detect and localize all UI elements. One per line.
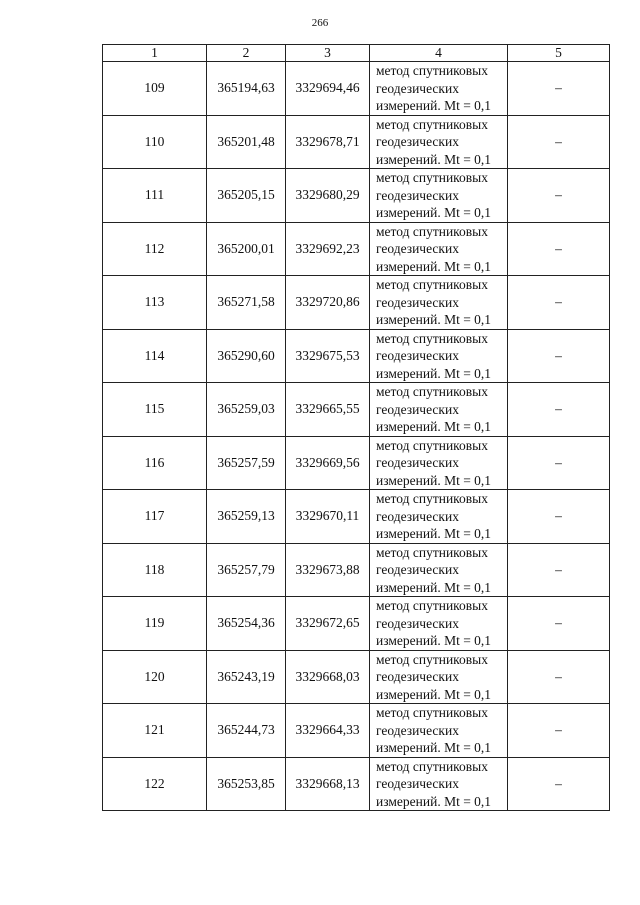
method-line: метод спутниковых (376, 598, 488, 613)
note-cell: – (508, 276, 610, 330)
point-number-cell: 116 (103, 436, 207, 490)
x-coordinate-cell: 365259,13 (207, 490, 286, 544)
method-cell (370, 704, 508, 758)
method-cell (370, 650, 508, 704)
point-number-cell: 110 (103, 115, 207, 169)
method-line: геодезических (376, 241, 459, 256)
table-row (103, 115, 610, 169)
header-cell-4: 4 (370, 45, 508, 62)
y-coordinate-cell: 3329668,03 (286, 650, 370, 704)
method-cell (370, 276, 508, 330)
method-line: геодезических (376, 722, 459, 738)
x-coordinate-cell: 365243,19 (207, 650, 286, 704)
note-cell: – (508, 115, 610, 169)
table-row (103, 222, 610, 276)
method-line: метод спутниковых (376, 277, 488, 292)
method-line: метод спутниковых (376, 223, 488, 239)
method-line: метод спутниковых (376, 544, 488, 560)
y-coordinate-cell: 3329673,88 (286, 543, 370, 597)
method-line: метод спутниковых (376, 63, 488, 78)
method-cell (370, 490, 508, 544)
method-line: метод спутниковых (376, 116, 488, 132)
table-row (103, 436, 610, 490)
method-cell (370, 543, 508, 597)
method-line: метод спутниковых (376, 437, 488, 453)
note-cell: – (508, 597, 610, 651)
note-cell: – (508, 329, 610, 383)
method-line: метод спутниковых (376, 491, 488, 506)
method-line: измерений. Mt = 0,1 (376, 633, 492, 648)
point-number-cell: 121 (103, 704, 207, 758)
method-line: геодезических (376, 187, 459, 203)
method-line: метод спутниковых (376, 705, 488, 720)
page-number: 266 (311, 17, 329, 29)
note-cell: – (508, 543, 610, 597)
method-line: измерений. Mt = 0,1 (376, 365, 492, 381)
method-line: измерений. Mt = 0,1 (376, 740, 492, 755)
header-cell-5: 5 (508, 45, 610, 62)
y-coordinate-cell: 3329692,23 (286, 222, 370, 276)
coordinates-table (102, 44, 610, 811)
point-number-cell: 111 (103, 169, 207, 223)
y-coordinate-cell: 3329665,55 (286, 383, 370, 437)
x-coordinate-cell: 365257,59 (207, 436, 286, 490)
note-cell: – (508, 490, 610, 544)
y-coordinate-cell: 3329720,86 (286, 276, 370, 330)
method-line: измерений. Mt = 0,1 (376, 472, 492, 488)
point-number-cell: 112 (103, 222, 207, 276)
table-row (103, 329, 610, 383)
table-row (103, 276, 610, 330)
method-line: измерений. Mt = 0,1 (376, 579, 492, 595)
table-row (103, 543, 610, 597)
method-cell (370, 383, 508, 437)
header-cell-2: 2 (207, 45, 286, 62)
y-coordinate-cell: 3329680,29 (286, 169, 370, 223)
method-cell (370, 436, 508, 490)
x-coordinate-cell: 365253,85 (207, 757, 286, 811)
point-number-cell: 122 (103, 757, 207, 811)
table-row (103, 704, 610, 758)
method-line: измерений. Mt = 0,1 (376, 98, 492, 113)
method-line: измерений. Mt = 0,1 (376, 526, 492, 541)
method-line: геодезических (376, 669, 459, 684)
x-coordinate-cell: 365259,03 (207, 383, 286, 437)
x-coordinate-cell: 365290,60 (207, 329, 286, 383)
method-cell (370, 757, 508, 811)
point-number-cell: 114 (103, 329, 207, 383)
y-coordinate-cell: 3329678,71 (286, 115, 370, 169)
method-cell (370, 169, 508, 223)
table-row (103, 597, 610, 651)
table-row (103, 650, 610, 704)
method-cell (370, 115, 508, 169)
method-line: измерений. Mt = 0,1 (376, 419, 492, 434)
table-row (103, 62, 610, 116)
table-row (103, 757, 610, 811)
note-cell: – (508, 650, 610, 704)
method-line: геодезических (376, 294, 459, 310)
point-number-cell: 117 (103, 490, 207, 544)
method-line: метод спутниковых (376, 170, 488, 185)
method-line: измерений. Mt = 0,1 (376, 258, 492, 274)
table-row (103, 383, 610, 437)
point-number-cell: 113 (103, 276, 207, 330)
method-line: измерений. Mt = 0,1 (376, 793, 492, 809)
note-cell: – (508, 169, 610, 223)
header-cell-1: 1 (103, 45, 207, 62)
point-number-cell: 118 (103, 543, 207, 597)
method-line: геодезических (376, 455, 459, 470)
x-coordinate-cell: 365254,36 (207, 597, 286, 651)
method-cell (370, 62, 508, 116)
method-line: геодезических (376, 615, 459, 631)
point-number-cell: 109 (103, 62, 207, 116)
y-coordinate-cell: 3329664,33 (286, 704, 370, 758)
header-cell-3: 3 (286, 45, 370, 62)
x-coordinate-cell: 365200,01 (207, 222, 286, 276)
method-line: метод спутниковых (376, 651, 488, 667)
method-cell (370, 222, 508, 276)
method-line: метод спутниковых (376, 330, 488, 346)
note-cell: – (508, 62, 610, 116)
x-coordinate-cell: 365201,48 (207, 115, 286, 169)
table-body (103, 62, 610, 811)
x-coordinate-cell: 365271,58 (207, 276, 286, 330)
y-coordinate-cell: 3329669,56 (286, 436, 370, 490)
y-coordinate-cell: 3329672,65 (286, 597, 370, 651)
x-coordinate-cell: 365257,79 (207, 543, 286, 597)
point-number-cell: 120 (103, 650, 207, 704)
header-row (103, 45, 610, 62)
point-number-cell: 115 (103, 383, 207, 437)
method-line: геодезических (376, 401, 459, 417)
method-line: геодезических (376, 80, 459, 96)
method-line: метод спутниковых (376, 384, 488, 399)
note-cell: – (508, 383, 610, 437)
method-line: геодезических (376, 134, 459, 149)
note-cell: – (508, 222, 610, 276)
method-cell (370, 329, 508, 383)
method-line: измерений. Mt = 0,1 (376, 312, 492, 327)
x-coordinate-cell: 365205,15 (207, 169, 286, 223)
method-line: геодезических (376, 562, 459, 577)
note-cell: – (508, 436, 610, 490)
y-coordinate-cell: 3329668,13 (286, 757, 370, 811)
method-line: геодезических (376, 508, 459, 524)
x-coordinate-cell: 365194,63 (207, 62, 286, 116)
note-cell: – (508, 704, 610, 758)
y-coordinate-cell: 3329675,53 (286, 329, 370, 383)
y-coordinate-cell: 3329670,11 (286, 490, 370, 544)
method-line: метод спутниковых (376, 758, 488, 774)
method-line: геодезических (376, 776, 459, 791)
x-coordinate-cell: 365244,73 (207, 704, 286, 758)
method-line: измерений. Mt = 0,1 (376, 151, 492, 167)
table-row (103, 490, 610, 544)
method-cell (370, 597, 508, 651)
point-number-cell: 119 (103, 597, 207, 651)
table-row (103, 169, 610, 223)
method-line: измерений. Mt = 0,1 (376, 686, 492, 702)
method-line: геодезических (376, 348, 459, 363)
method-line: измерений. Mt = 0,1 (376, 205, 492, 220)
y-coordinate-cell: 3329694,46 (286, 62, 370, 116)
note-cell: – (508, 757, 610, 811)
